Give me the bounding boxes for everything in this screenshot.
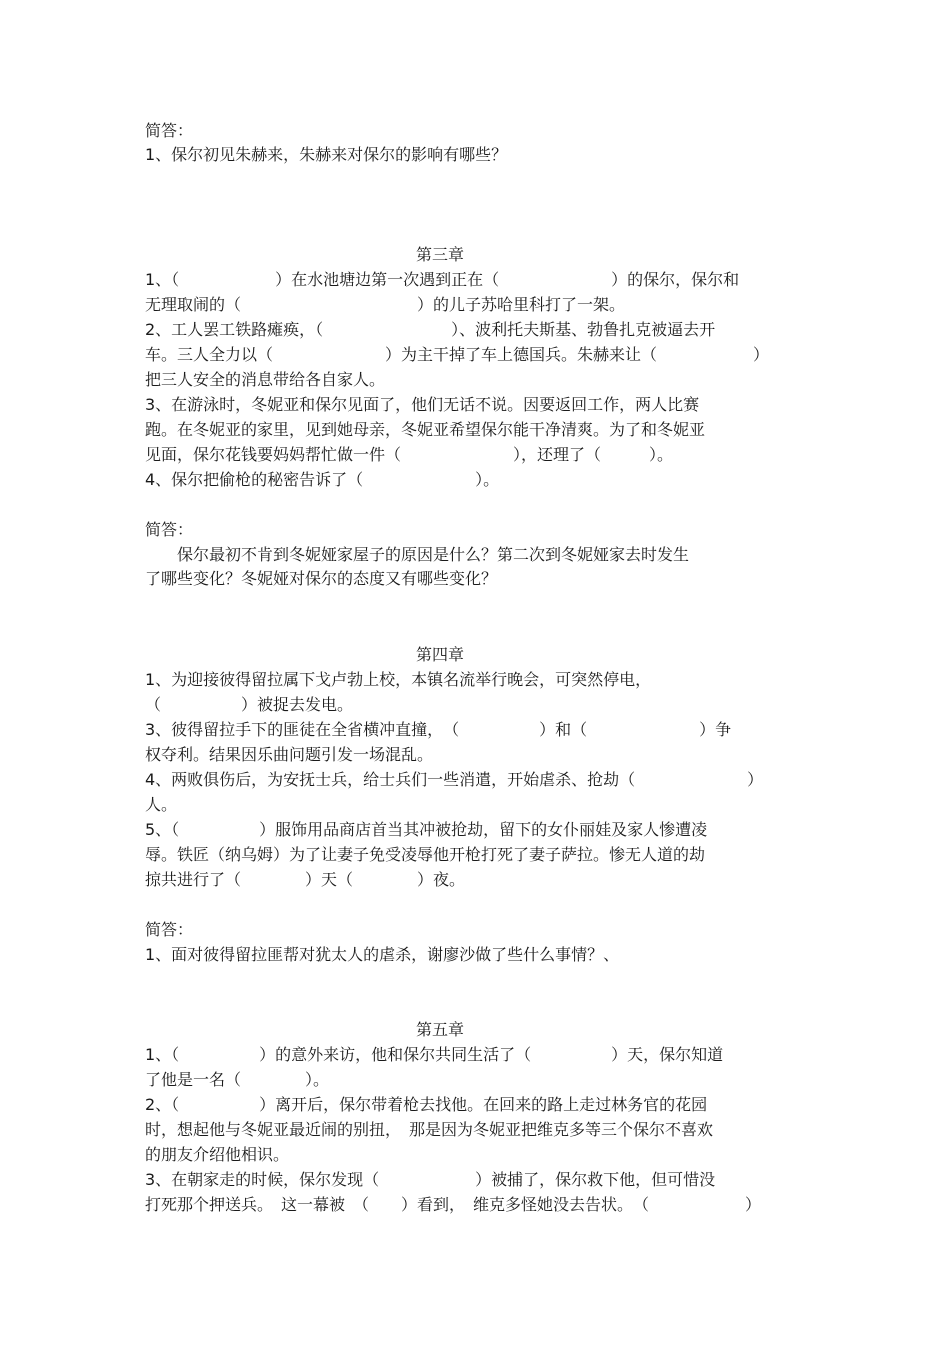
question-line: 辱。铁匠（纳乌姆）为了让妻子免受凌辱他开枪打死了妻子萨拉。惨无人道的劫: [145, 845, 706, 864]
question-line: 掠共进行了（ ）天（ ）夜。: [145, 870, 466, 889]
short-answer-heading: 简答：: [145, 920, 194, 939]
question-line: 保尔最初不肯到冬妮娅家屋子的原因是什么？第二次到冬妮娅家去时发生: [145, 545, 690, 564]
question-line: 1、面对彼得留拉匪帮对犹太人的虐杀，谢廖沙做了些什么事情？、: [145, 945, 620, 964]
question-line: 1、（ ）的意外来访，他和保尔共同生活了（ ）天，保尔知道: [145, 1045, 724, 1064]
chapter-4-title: 第四章: [415, 645, 464, 664]
question-line: 2、（ ）离开后，保尔带着枪去找他。在回来的路上走过林务官的花园: [145, 1095, 708, 1114]
short-answer-heading: 简答：: [145, 520, 194, 539]
question-line: （ ）被捉去发电。: [145, 695, 354, 714]
question-line: 4、两败俱伤后，为安抚士兵，给士兵们一些消遣，开始虐杀、抢劫（ ）: [145, 770, 764, 789]
question-line: 见面，保尔花钱要妈妈帮忙做一件（ ），还理了（ ）。: [145, 445, 674, 464]
question-line: 无理取闹的（ ）的儿子苏哈里科打了一架。: [145, 295, 626, 314]
question-line: 权夺利。结果因乐曲问题引发一场混乱。: [145, 745, 434, 764]
question-line: 人。: [145, 795, 178, 814]
chapter-3-title: 第三章: [415, 245, 464, 264]
question-line: 打死那个押送兵。 这一幕被 （ ）看到， 维克多怪她没去告状。 （ ）: [145, 1195, 762, 1214]
question-line: 5、（ ）服饰用品商店首当其冲被抢劫，留下的女仆丽娃及家人惨遭凌: [145, 820, 708, 839]
question-line: 3、彼得留拉手下的匪徒在全省横冲直撞， （ ）和（ ）争: [145, 720, 732, 739]
question-line: 把三人安全的消息带给各自家人。: [145, 370, 386, 389]
question-line: 车。三人全力以（ ）为主干掉了车上德国兵。朱赫来让（ ）: [145, 345, 770, 364]
question-line: 3、在朝家走的时候，保尔发现（ ）被捕了，保尔救下他，但可惜没: [145, 1170, 716, 1189]
short-answer-heading: 简答：: [145, 121, 194, 140]
question-line: 2、工人罢工铁路瘫痪，（ ）、波利托夫斯基、勃鲁扎克被逼去开: [145, 320, 716, 339]
question-line: 的朋友介绍他相识。: [145, 1145, 290, 1164]
question-line: 了他是一名（ ）。: [145, 1070, 330, 1089]
question-line: 时，想起他与冬妮亚最近闹的别扭， 那是因为冬妮亚把维克多等三个保尔不喜欢: [145, 1120, 714, 1139]
question-line: 1、（ ）在水池塘边第一次遇到正在（ ）的保尔，保尔和: [145, 270, 740, 289]
chapter-5-title: 第五章: [415, 1020, 464, 1039]
question-line: 跑。在冬妮亚的家里，见到她母亲，冬妮亚希望保尔能干净清爽。为了和冬妮亚: [145, 420, 706, 439]
question-line: 3、在游泳时，冬妮亚和保尔见面了，他们无话不说。因要返回工作，两人比赛: [145, 395, 700, 414]
question-line: 1、保尔初见朱赫来，朱赫来对保尔的影响有哪些？: [145, 145, 508, 164]
question-line: 了哪些变化？冬妮娅对保尔的态度又有哪些变化？: [145, 569, 498, 588]
question-line: 1、为迎接彼得留拉属下戈卢勃上校，本镇名流举行晚会，可突然停电，: [145, 670, 652, 689]
question-line: 4、保尔把偷枪的秘密告诉了（ ）。: [145, 470, 500, 489]
